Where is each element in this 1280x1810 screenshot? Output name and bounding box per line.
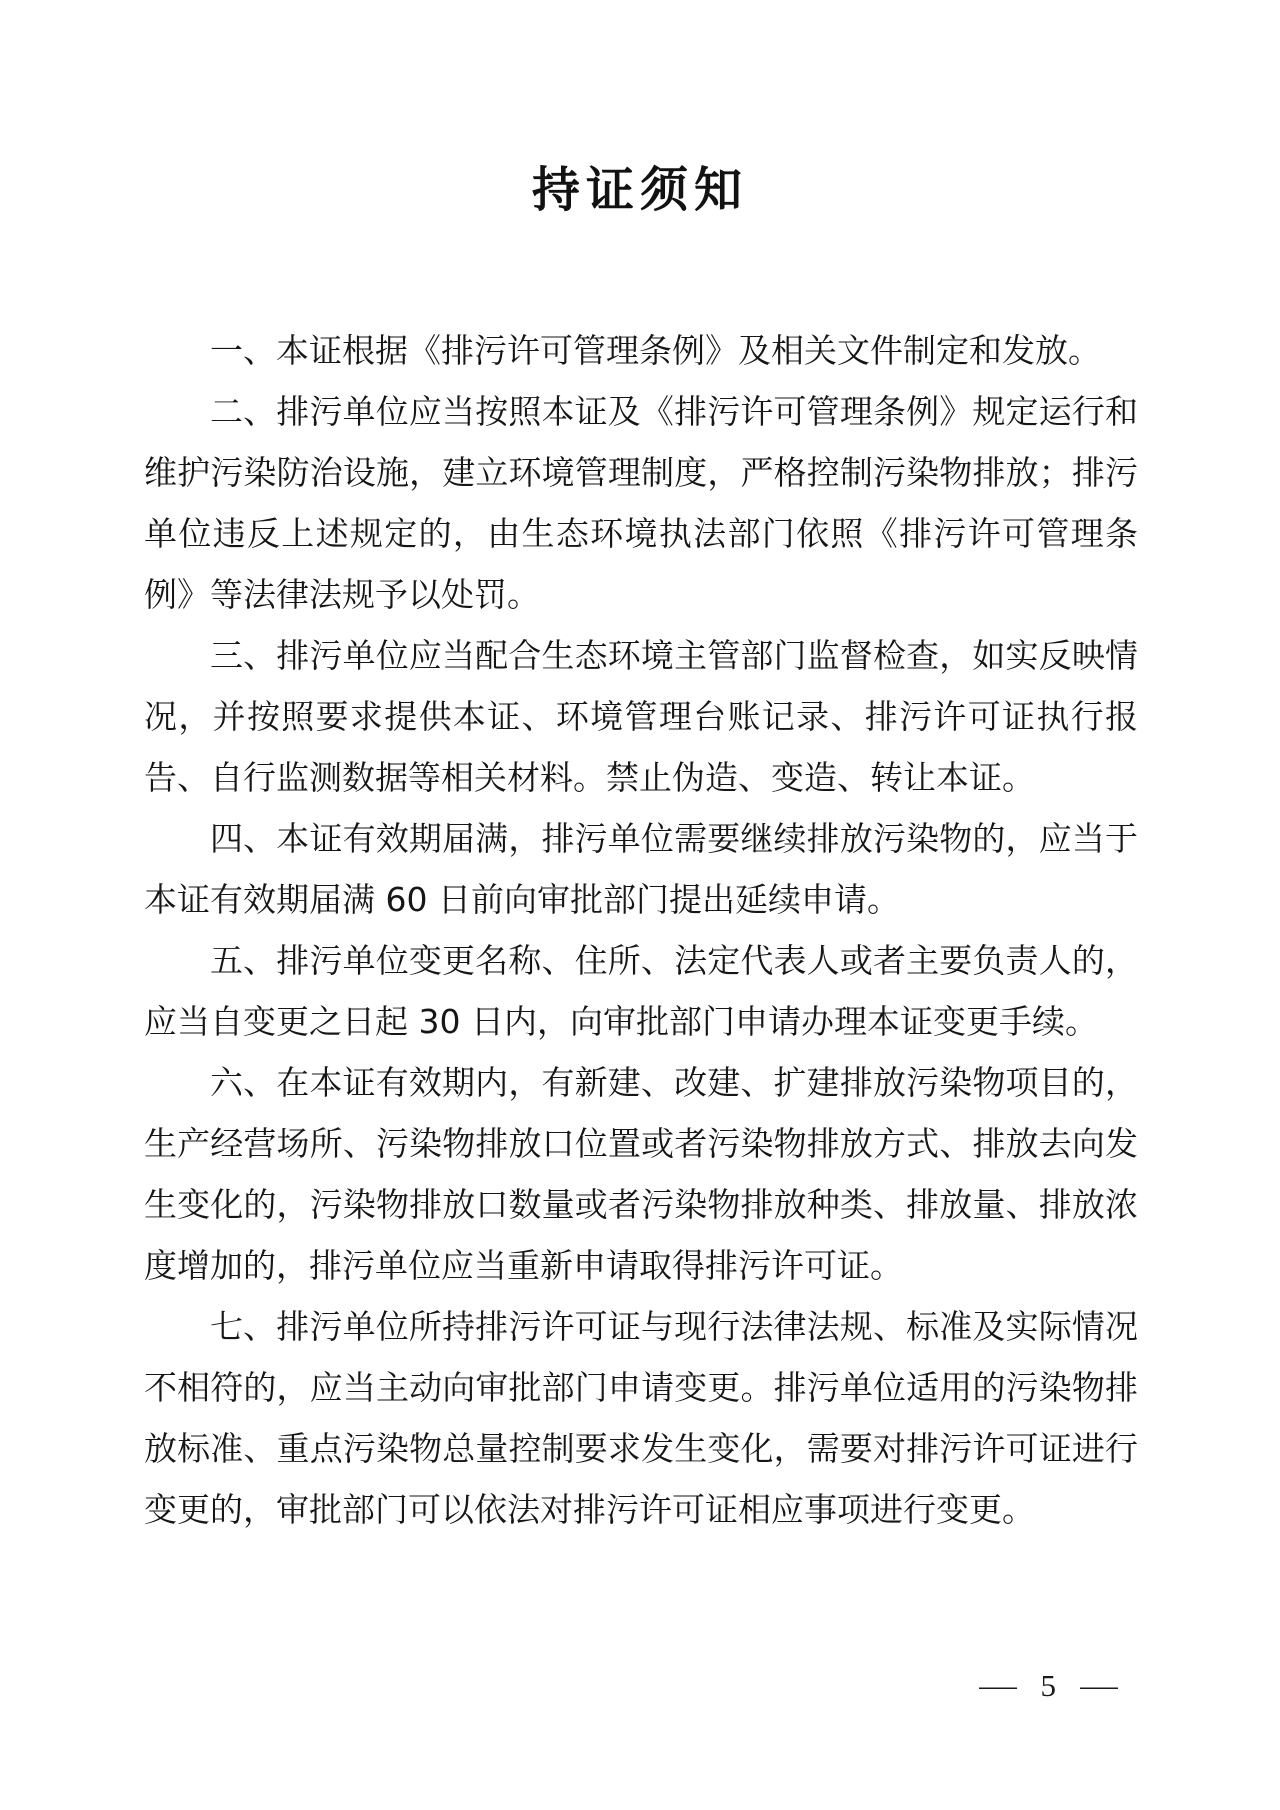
page-title: 持证须知 (531, 162, 748, 218)
paragraph: 一、本证根据《排污许可管理条例》及相关文件制定和发放。 (210, 331, 1101, 370)
page-footer (978, 1668, 1118, 1704)
paragraph: 六、在本证有效期内，有新建、改建、扩建排放污染物项目的，生产经营场所、污染物排放口位置或者污染物排放方式、排放去向发生变化的，污染物排放口数量或者污染物排放种类、排放量、排放浓度增加的，排污单位应当重新申请取得排污许可证。 (144, 1063, 1138, 1285)
paragraph: 七、排污单位所持排污许可证与现行法律法规、标准及实际情况不相符的，应当主动向审批部门申请变更。排污单位适用的污染物排放标准、重点污染物总量控制要求发生变化，需要对排污许可证进行变更的，审批部门可以依法对排污许可证相应事项进行变更。 (144, 1307, 1138, 1529)
paragraph: 三、排污单位应当配合生态环境主管部门监督检查，如实反映情况，并按照要求提供本证、环境管理台账记录、排污许可证执行报告、自行监测数据等相关材料。禁止伪造、变造、转让本证。 (144, 636, 1138, 797)
paragraph: 四、本证有效期届满，排污单位需要继续排放污染物的，应当于本证有效期届满 60 日前向审批部门提出延续申请。 (144, 819, 1138, 919)
paragraph: 二、排污单位应当按照本证及《排污许可管理条例》规定运行和维护污染防治设施，建立环境管理制度，严格控制污染物排放；排污单位违反上述规定的，由生态环境执法部门依照《排污许可管理条例》等法律法规予以处罚。 (144, 392, 1138, 614)
footer-dash-left: — (978, 1669, 1017, 1702)
paragraph: 五、排污单位变更名称、住所、法定代表人或者主要负责人的，应当自变更之日起 30 日内，向审批部门申请办理本证变更手续。 (144, 941, 1138, 1041)
page-number: 5 (1040, 1668, 1056, 1703)
notice-body (144, 320, 1138, 1540)
footer-dash-right: — (1080, 1669, 1118, 1702)
